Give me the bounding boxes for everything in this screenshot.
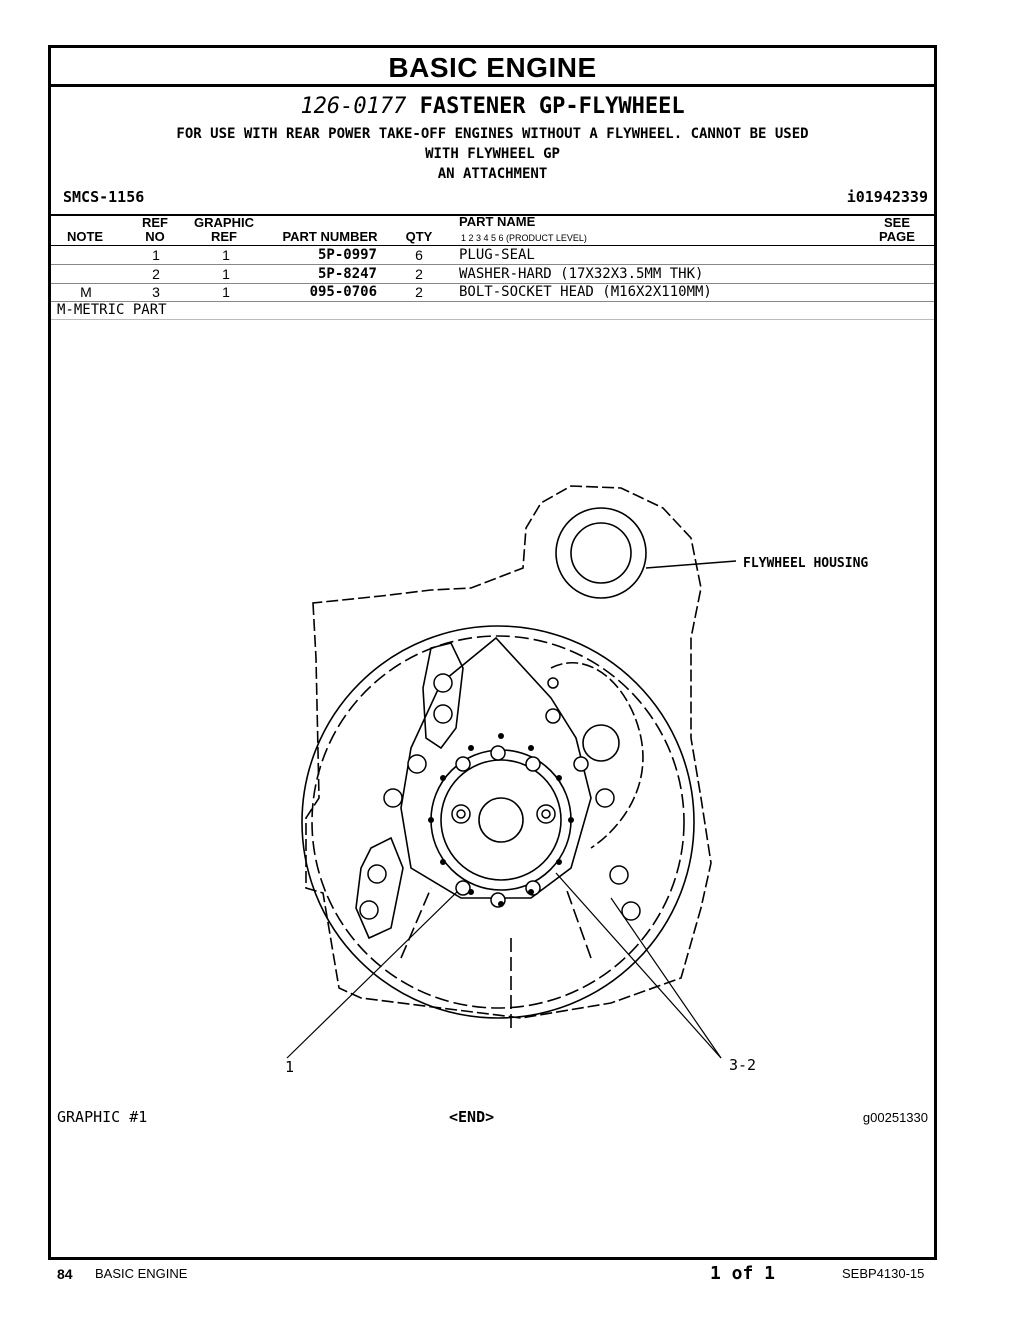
smcs-code: SMCS-1156 bbox=[63, 188, 145, 206]
table-footnote: M-METRIC PART bbox=[57, 302, 167, 318]
group-part-number: 126-0177 bbox=[300, 94, 407, 119]
header-rule bbox=[51, 245, 934, 246]
graphic-label: GRAPHIC #1 bbox=[57, 1108, 148, 1126]
footer-section: BASIC ENGINE bbox=[95, 1266, 188, 1281]
page-frame: BASIC ENGINE 126-0177 FASTENER GP-FLYWHEEL FOR USE WITH REAR POWER TAKE-OFF ENGINES WITHOUT A FLYWHEEL. CANNOT BE USED WITH FLYWHEEL GP AN ATTACHMENT SMCS-1156 i01942339 NOTE REF NO GRAPHIC REF PART NUMBER QTY PART NAME 1 2 3 4 5 6 (PRODUCT LEVEL) SEE PAGE 1 1 5P-0997 6 PLUG-SEAL 2 1 5P-8247 2 WASHER-HARD (17X32X3.5MM THK) M 3 1 095-0706 2 BOLT-SOCKET HEAD (M16X2X110MM) M-METRIC PART FLYWHEEL HOUSING 1 3-2 GRAPHIC #1 <END> g00251330 bbox=[48, 45, 937, 1260]
col-header-note: NOTE bbox=[66, 229, 104, 244]
flywheel-housing-label: FLYWHEEL HOUSING bbox=[743, 556, 869, 571]
row-rule bbox=[51, 264, 934, 265]
graphic-id: g00251330 bbox=[862, 1110, 928, 1125]
col-header-see-page: SEE PAGE bbox=[879, 215, 915, 244]
document-identifier: i01942339 bbox=[846, 188, 928, 206]
col-header-ref-no: REF NO bbox=[142, 215, 168, 244]
flywheel-illustration bbox=[51, 468, 934, 1088]
col-header-qty: QTY bbox=[405, 229, 433, 244]
group-title bbox=[51, 94, 934, 119]
footnote-rule bbox=[51, 319, 934, 320]
footer-page-number: 84 bbox=[57, 1266, 73, 1282]
end-marker: <END> bbox=[449, 1108, 495, 1126]
row-rule bbox=[51, 301, 934, 302]
description-line: FOR USE WITH REAR POWER TAKE-OFF ENGINES WITHOUT A FLYWHEEL. CANNOT BE USED bbox=[176, 126, 809, 142]
callout-1: 1 bbox=[285, 1058, 295, 1076]
col-header-part-number: PART NUMBER bbox=[282, 229, 378, 244]
group-description bbox=[51, 124, 934, 184]
footer-page-of: 1 of 1 bbox=[710, 1263, 776, 1284]
col-header-part-name: PART NAME bbox=[459, 214, 536, 229]
section-title: BASIC ENGINE bbox=[51, 48, 934, 87]
callout-3-2: 3-2 bbox=[729, 1056, 757, 1074]
group-name: FASTENER GP-FLYWHEEL bbox=[419, 94, 685, 119]
product-level-scale: 1 2 3 4 5 6 (PRODUCT LEVEL) bbox=[461, 233, 587, 243]
description-line: AN ATTACHMENT bbox=[437, 166, 548, 182]
description-line: WITH FLYWHEEL GP bbox=[425, 146, 560, 162]
col-header-graphic-ref: GRAPHIC REF bbox=[194, 215, 254, 244]
footer-doc-id: SEBP4130-15 bbox=[842, 1266, 925, 1281]
